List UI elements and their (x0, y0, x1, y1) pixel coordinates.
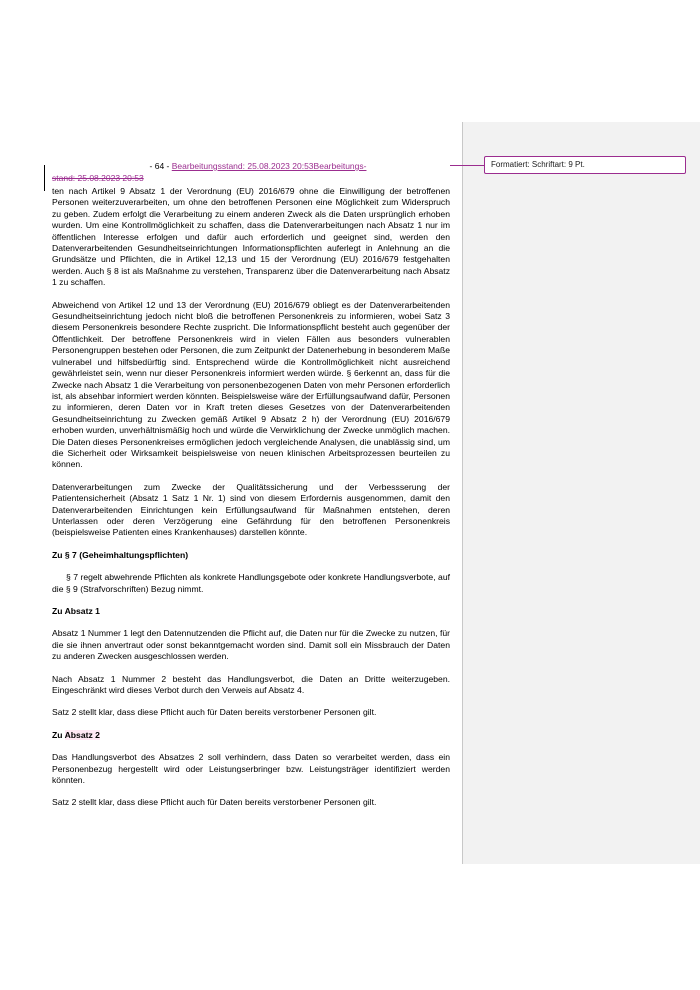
paragraph: Nach Absatz 1 Nummer 2 besteht das Handlungsverbot, die Daten an Dritte weiterzugeben. Eingeschränkt wird dieses Verbot durch den Verweis auf Absatz 4. (52, 673, 450, 696)
paragraph: § 7 regelt abwehrende Pflichten als konkrete Handlungsgebote oder konkrete Handlungsverbote, auf die § 9 (Strafvorschriften) Bezug nimmt. (52, 572, 450, 594)
review-margin-pane (462, 122, 700, 864)
paragraph: Abweichend von Artikel 12 und 13 der Verordnung (EU) 2016/679 obliegt es der Datenverarbeitenden Gesundheitseinrichtung jedoch nicht bloß die betroffenen Personenkreis zu informieren, wobei Satz 3 diesem Personenkreis besondere Rechte zuspricht. Die Informationspflicht besteht auch gegenüber der Öffentlichkeit. Der betroffene Personenkreis wird in vielen Fällen aus besonders vulnerablen Personengruppen bestehen oder Personen, die zum Zeitpunkt der Datenerhebung in besonderem Maße vulnerabel und hilfsbedürftig sind. Entsprechend würde die Kontrollmöglichkeit nicht ausreichend gewährleistet sein, wenn nur dieser Personenkreis informiert werden würde. § 6erkennt an, dass für die Zwecke nach Absatz 1 die Verarbeitung von personenbezogenen Daten von mehr Personen erforderlich ist, als absehbar informiert werden könnten. Beispielsweise wäre der Erfüllungsaufwand dafür, Personen zu informieren, deren Daten vor in Kraft treten dieses Gesetzes von der Datenverarbeitenden Gesundheitseinrichtung zu Zwecken gemäß Artikel 9 Absatz 2 h) der Verordnung (EU) 2016/679 erhoben wurden, unverhältnismäßig hoch und würde die Verwirklichung der Zwecke unmöglich machen. Die Daten dieses Personenkreises ermöglichen jedoch vergleichende Analysen, die unablässig sind, um die Sicherheit oder Wirksamkeit beispielsweise von neuen klinischen Arbeitsprozessen beurteilen zu können. (52, 299, 450, 470)
header-deleted-revision: stand: 25.08.2023 20:53 (52, 173, 144, 183)
page-header (66, 160, 450, 172)
formatting-comment-balloon[interactable] (484, 156, 686, 174)
heading-highlighted-text: Absatz 2 (64, 729, 100, 740)
heading-prefix: Zu (52, 729, 65, 740)
paragraph: Das Handlungsverbot des Absatzes 2 soll verhindern, dass Daten so verarbeitet werden, dass ein Personenbezug hergestellt wird oder Leistungserbringer bzw. Leistungsträger identifiziert werden könnten. (52, 752, 450, 786)
section-heading: Zu Absatz 1 (52, 606, 100, 616)
change-bar (44, 165, 45, 191)
section-heading-highlighted (52, 730, 450, 741)
paragraph: Datenverarbeitungen zum Zwecke der Qualitätssicherung und der Verbessserung der Patientensicherheit (Absatz 1 Satz 1 Nr. 1) sind von diesem Erfordernis ausgenommen, damit den Datenverarbeitenden Einrichtungen kein Erfüllungsaufwand für Maßnahmen entstehen, deren Unterlassen oder deren Verzögerung eine Gefährdung für den betroffenen Personenkreis (beispielsweise Patienten eines Krankenhauses) darstellen könnte. (52, 481, 450, 538)
paragraph: Satz 2 stellt klar, dass diese Pflicht auch für Daten bereits verstorbener Personen gilt. (52, 707, 377, 718)
comment-leader-line (450, 165, 484, 166)
paragraph: Absatz 1 Nummer 1 legt den Datennutzenden die Pflicht auf, die Daten nur für die Zwecke zu nutzen, für die sie ihnen anvertraut oder sonst bekanntgemacht worden sind. Damit soll ein Missbrauch der Daten zu anderen Zwecken ausgeschlossen werden. (52, 628, 450, 662)
header-deleted-revision-label: Bearbeitungs- (313, 161, 367, 171)
page-header-second-line (52, 172, 452, 184)
header-inserted-revision: Bearbeitungsstand: 25.08.2023 20:53 (171, 161, 314, 171)
document-body (52, 186, 450, 820)
page-number: - 64 - (149, 161, 170, 171)
formatting-comment-label: Formatiert: Schriftart: 9 Pt. (491, 160, 585, 169)
paragraph: ten nach Artikel 9 Absatz 1 der Verordnung (EU) 2016/679 ohne die Einwilligung der betroffenen Personen weiterzuverarbeiten, um ohne den betroffenen Personen eine Möglichkeit zum Widerspruch zu geben. Zudem erfolgt die Verarbeitung zu einem anderen Zweck als die Daten ursprünglich erhoben wurden. Um eine Kontrollmöglichkeit zu schaffen, dass die Datenverarbeitungen nach Absatz 1 nur im öffentlichen Interesse erfolgen und dafür auch erforderlich und geeignet sind, werden den Datenverarbeitenden Gesundheitseinrichtungen Informationspflichten auferlegt in Anlehnung an die Grundsätze und Pflichten, die in Artikel 12,13 und 15 der Verordnung (EU) 2016/679 festgehalten werden. Auch § 8 ist als Maßnahme zu verstehen, Transparenz über die Datenverarbeitung nach Absatz 1 zu schaffen. (52, 186, 450, 288)
section-heading: Zu § 7 (Geheimhaltungspflichten) (52, 549, 189, 560)
paragraph: Satz 2 stellt klar, dass diese Pflicht auch für Daten bereits verstorbener Personen gilt. (52, 797, 377, 808)
